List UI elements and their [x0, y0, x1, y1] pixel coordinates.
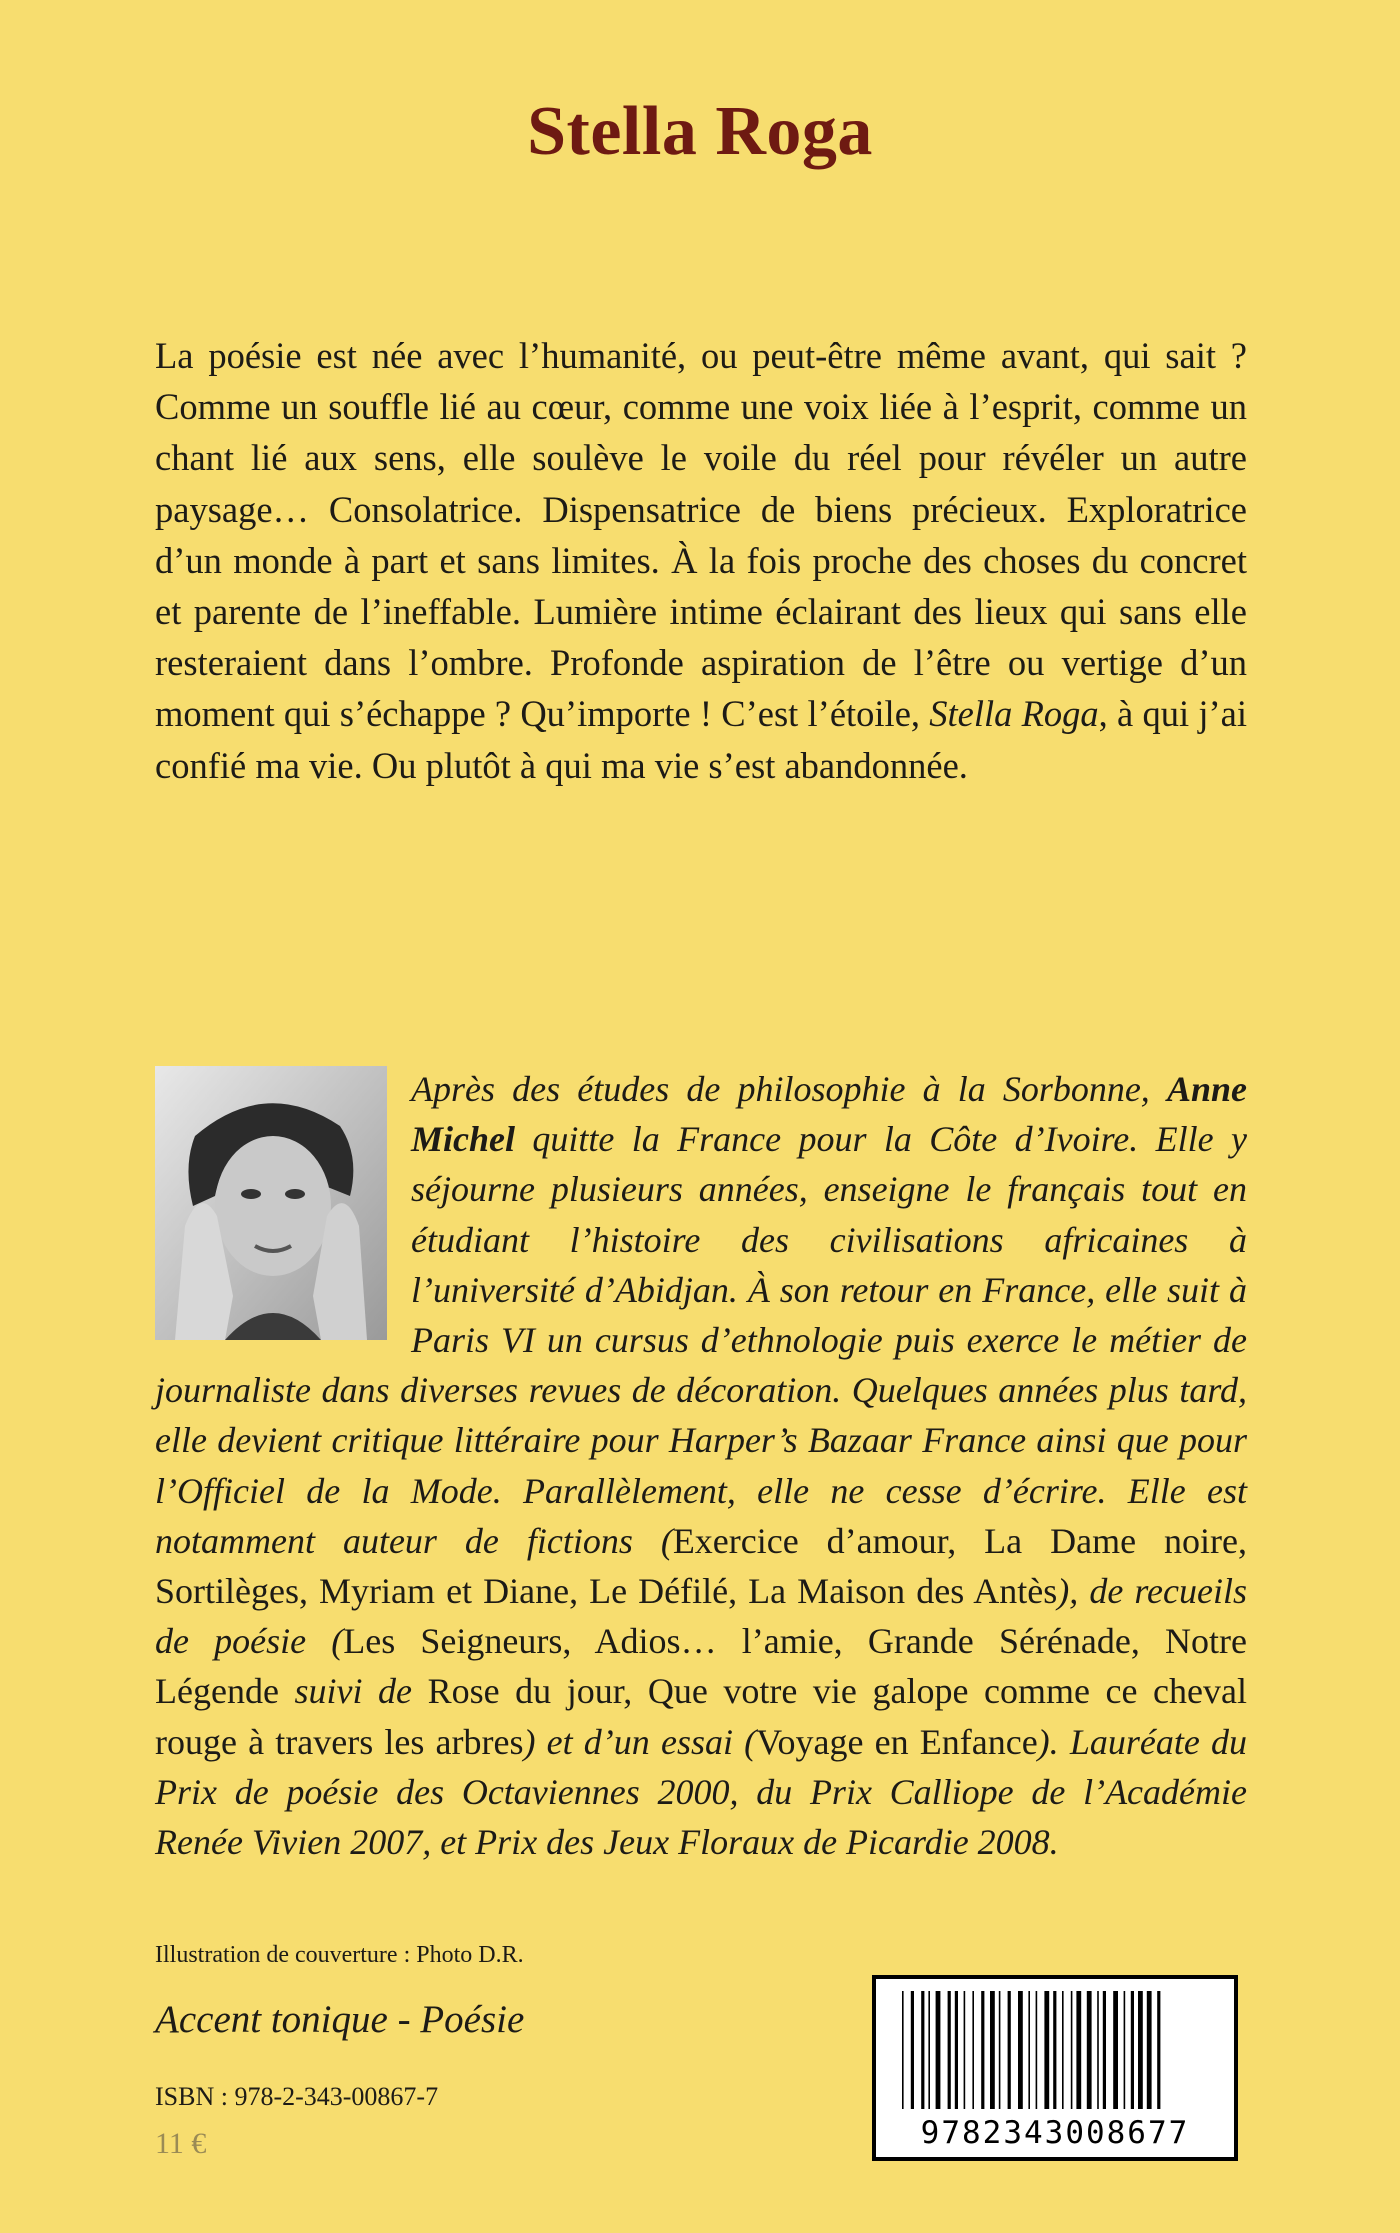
barcode-bar: [911, 1991, 914, 2109]
isbn: ISBN : 978-2-343-00867-7: [155, 2082, 439, 2111]
bio-poetry-titles: Les Seigneurs, Adios… l’amie, Grande Sérénade, Notre Légende: [155, 1621, 1248, 1712]
price: 11 €: [155, 2127, 207, 2160]
blurb-emphasis: Stella Roga: [929, 693, 1099, 735]
cover-illustration-credit: Illustration de couverture : Photo D.R.: [155, 1942, 524, 1968]
barcode-bar: [1018, 1991, 1023, 2109]
barcode-bar: [981, 1991, 984, 2109]
barcode-bar: [1087, 1991, 1092, 2109]
barcode-bar: [1053, 1991, 1056, 2109]
collection-name: Accent tonique - Poésie: [155, 1998, 525, 2041]
book-title: Stella Roga: [527, 93, 873, 170]
barcode-bar: [1124, 1991, 1126, 2109]
barcode-number: 9782343008677: [920, 2115, 1190, 2151]
barcode-bar: [955, 1991, 958, 2109]
author-photo: [155, 1066, 387, 1340]
author-portrait-illustration: [155, 1066, 387, 1340]
barcode-bars: [900, 1991, 1210, 2109]
barcode-bar: [1044, 1991, 1049, 2109]
barcode: [872, 1975, 1238, 2161]
barcode-bar: [990, 1991, 995, 2109]
barcode-bar: [999, 1991, 1001, 2109]
bio-text: ), de recueils de poésie (: [155, 1571, 1248, 1662]
bio-essay-title: Voyage en Enfance: [756, 1721, 1038, 1762]
barcode-bar: [1138, 1991, 1143, 2109]
barcode-bar: [1071, 1991, 1073, 2109]
barcode-bar: [1062, 1991, 1064, 2109]
author-biography: [155, 1064, 1247, 1867]
barcode-bar: [902, 1991, 904, 2109]
bio-text: ). Lauréate du Prix de poésie des Octaviennes 2000, du Prix Calliope de l’Académie Renée Vivien 2007, et Prix des Jeux Floraux de Picardie 2008.: [155, 1721, 1247, 1863]
bio-fiction-titles: Exercice d’amour, La Dame noire, Sortilèges, Myriam et Diane, Le Défilé, La Maison des Antès: [155, 1520, 1247, 1612]
barcode-bar: [1113, 1991, 1118, 2109]
bio-poetry-titles-2: Rose du jour, Que votre vie galope comme ce cheval rouge à travers les arbres: [155, 1671, 1247, 1762]
barcode-bar: [1131, 1991, 1134, 2109]
author-name: Anne Michel: [411, 1069, 1247, 1160]
barcode-bar: [1008, 1991, 1011, 2109]
barcode-bar: [921, 1991, 924, 2109]
barcode-bar: [1028, 1991, 1030, 2109]
barcode-bar: [936, 1991, 941, 2109]
barcode-bar: [972, 1991, 974, 2109]
barcode-bar: [948, 1991, 951, 2109]
barcode-bar: [964, 1991, 966, 2109]
barcode-bar: [1036, 1991, 1038, 2109]
blurb-text: La poésie est née avec l’humanité, ou peut-être même avant, qui sait ? Comme un souffle lié au cœur, comme une voix liée à l’esprit, comme un chant lié aux sens, elle soulève le voile du réel pour révéler un autre paysage… Consolatrice. Dispensatrice de biens précieux. Exploratrice d’un monde à part et sans limites. À la fois proche des choses du concret et parente de l’ineffable. Lumière intime éclairant des lieux qui sans elle resteraient dans l’ombre. Profonde aspiration de l’être ou vertige d’un moment qui s’échappe ? Qu’importe ! C’est l’étoile,: [155, 335, 1247, 735]
back-cover-blurb: [155, 330, 1247, 791]
bio-text: ) et d’un essai (: [523, 1721, 757, 1762]
bio-suivi-de: suivi de: [278, 1671, 428, 1712]
barcode-bar: [1103, 1991, 1106, 2109]
barcode-bar: [1097, 1991, 1099, 2109]
barcode-bar: [928, 1991, 930, 2109]
bio-text: quitte la France pour la Côte d’Ivoire. Elle y séjourne plusieurs années, enseigne le français tout en étudiant l’histoire des civilisations africaines à l’université d’Abidjan. À son retour en France, elle suit à Paris VI un cursus d’ethnologie puis exerce le métier de journaliste dans diverses revues de décoration. Quelques années plus tard, elle devient critique littéraire pour Harper’s Bazaar France ainsi que pour l’Officiel de la Mode. Parallèlement, elle ne cesse d’écrire. Elle est notamment auteur de fictions (: [155, 1119, 1247, 1561]
bio-text: Après des études de philosophie à la Sorbonne,: [411, 1069, 1167, 1109]
barcode-bar: [1157, 1991, 1160, 2109]
blurb-text-end: , à qui j’ai confié ma vie. Ou plutôt à qui ma vie s’est abandonnée.: [155, 693, 1247, 786]
barcode-bar: [1076, 1991, 1081, 2109]
barcode-bar: [1147, 1991, 1152, 2109]
